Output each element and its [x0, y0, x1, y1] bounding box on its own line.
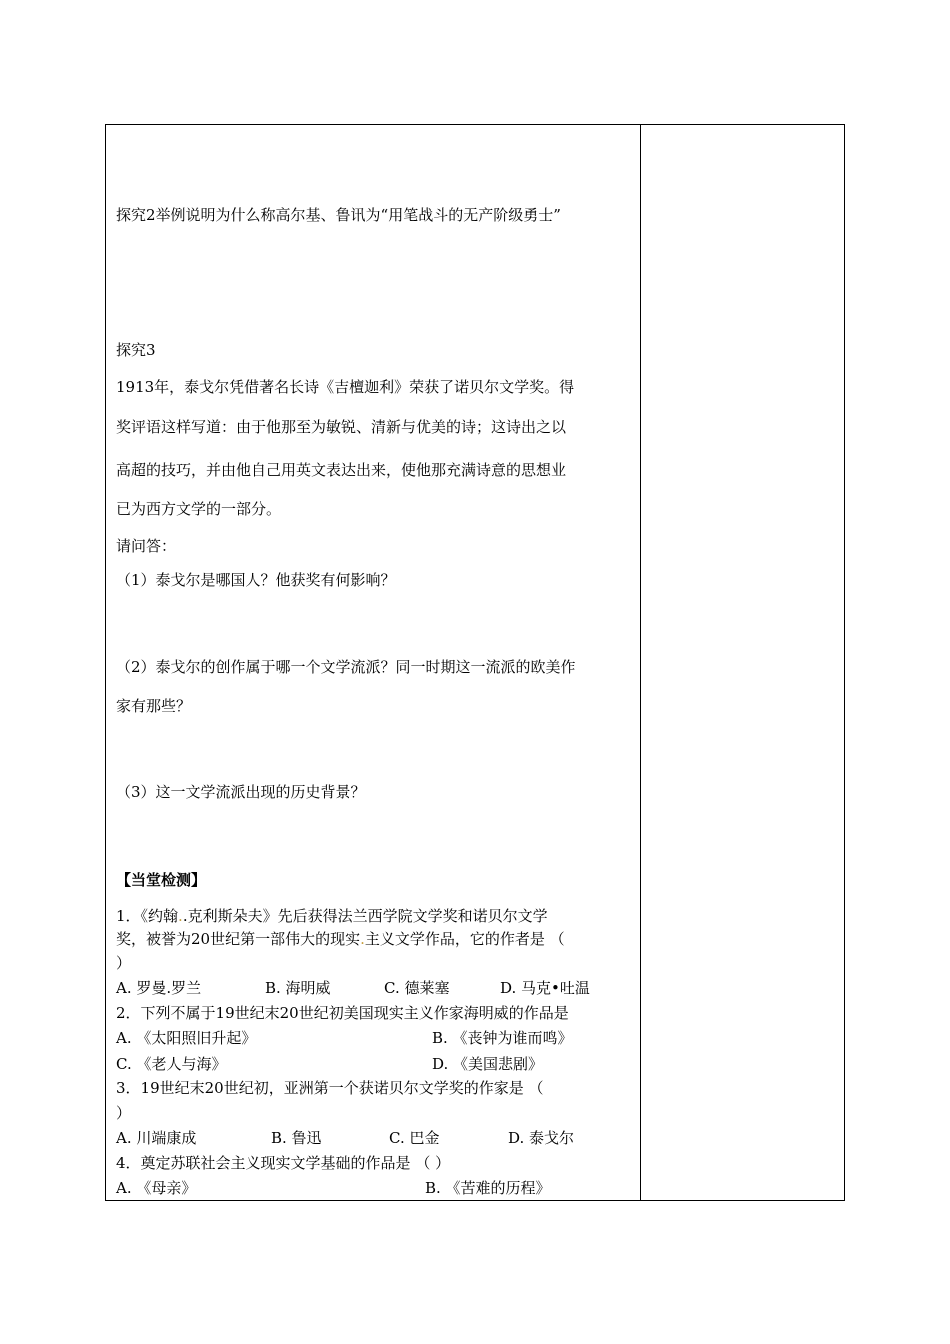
q2-option-d: D. 《美国悲剧》 [432, 1055, 544, 1073]
q1-option-c: C. 德莱塞 [384, 979, 450, 997]
test-question-1-cont: 奖，被誉为20世纪第一部伟大的现实.主义文学作品，它的作者是 （ [116, 930, 565, 948]
q3-option-c: C. 巴金 [389, 1129, 440, 1147]
explore-3-prompt: 请问答： [116, 537, 177, 555]
q3-option-d: D. 泰戈尔 [508, 1129, 575, 1147]
q3-option-b: B. 鲁迅 [271, 1129, 322, 1147]
explore-3-question-2-cont: 家有那些？ [116, 697, 192, 715]
explore-3-question-1: （1）泰戈尔是哪国人？他获奖有何影响？ [116, 571, 396, 589]
explore-3-passage-line: 奖评语这样写道：由于他那至为敏锐、清新与优美的诗；这诗出之以 [116, 418, 567, 436]
test-question-3: 3．19世纪末20世纪初，亚洲第一个获诺贝尔文学奖的作家是 （ [116, 1079, 544, 1097]
q3-option-a: A. 川端康成 [116, 1129, 197, 1147]
explore-3-question-3: （3）这一文学流派出现的历史背景？ [116, 783, 366, 801]
q1-option-a: A. 罗曼.罗兰 [116, 979, 202, 997]
q2-option-b: B. 《丧钟为谁而鸣》 [432, 1029, 573, 1047]
explore-3-passage-line: 已为西方文学的一部分。 [116, 500, 282, 518]
test-question-3-close: ） [116, 1104, 132, 1122]
q4-option-a: A. 《母亲》 [116, 1179, 197, 1197]
test-question-2: 2．下列不属于19世纪末20世纪初美国现实主义作家海明威的作品是 [116, 1004, 569, 1022]
explore-3-question-2: （2）泰戈尔的创作属于哪一个文学流派？同一时期这一流派的欧美作 [116, 658, 576, 676]
column-divider [640, 124, 641, 1201]
q1-option-d: D. 马克•吐温 [500, 979, 590, 997]
explore-2-text: 探究2举例说明为什么称高尔基、鲁讯为“用笔战斗的无产阶级勇士” [116, 206, 561, 224]
explore-3-passage-line: 1913年，泰戈尔凭借著名长诗《吉檀迦利》荣获了诺贝尔文学奖。得 [116, 378, 575, 396]
q4-option-b: B. 《苦难的历程》 [425, 1179, 551, 1197]
test-question-1-close: ） [116, 954, 132, 972]
test-heading: 【当堂检测】 [116, 871, 207, 889]
test-question-4: 4．奠定苏联社会主义现实文学基础的作品是 （ ） [116, 1154, 451, 1172]
test-question-1: 1．《约翰..克利斯朵夫》先后获得法兰西学院文学奖和诺贝尔文学 [116, 907, 548, 925]
explore-3-passage-line: 高超的技巧，并由他自己用英文表达出来，使他那充满诗意的思想业 [116, 461, 567, 479]
q1-option-b: B. 海明威 [265, 979, 331, 997]
q2-option-a: A. 《太阳照旧升起》 [116, 1029, 257, 1047]
explore-3-title: 探究3 [116, 341, 156, 359]
q2-option-c: C. 《老人与海》 [116, 1055, 227, 1073]
